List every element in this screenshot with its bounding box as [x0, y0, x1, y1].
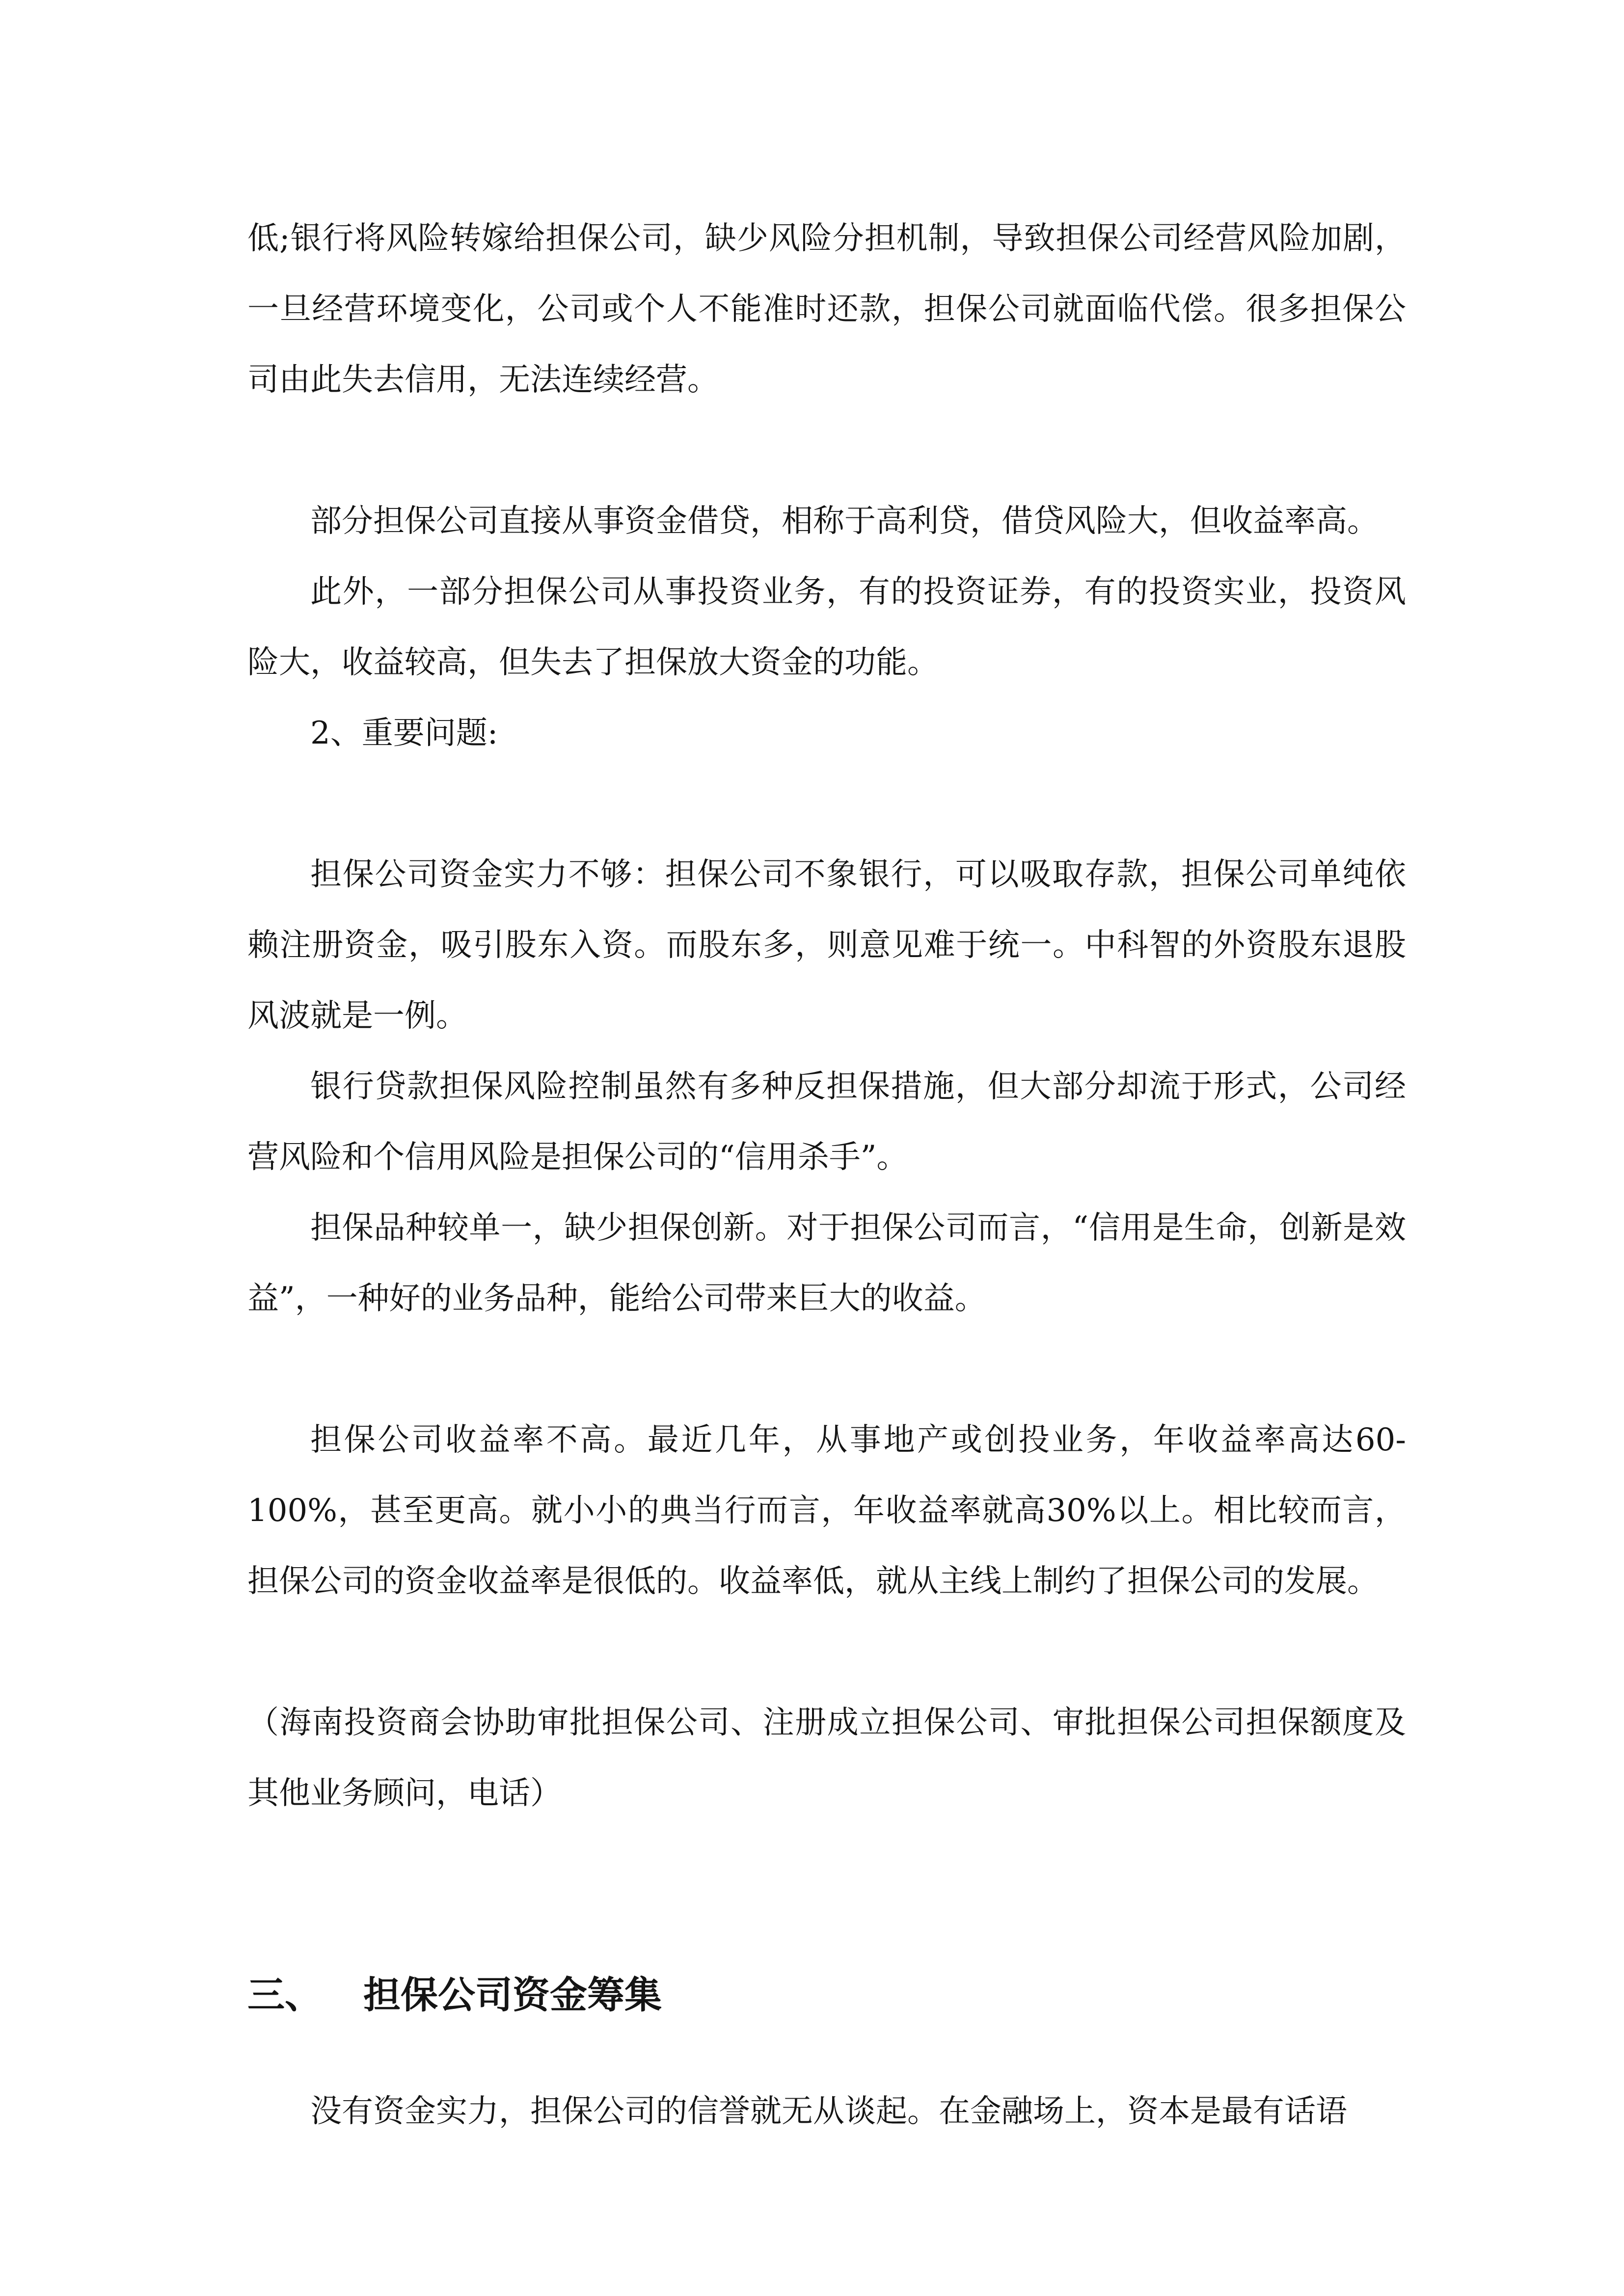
- paragraph-capital-raising-intro: 没有资金实力，担保公司的信誉就无从谈起。在金融场上，资本是最有话语: [310, 2093, 1347, 2130]
- paragraph-low-yield: 担保公司收益率不高。最近几年，从事地产或创投业务，年收益率高达60-100%，甚至更高。就小小的典当行而言，年收益率就高30%以上。相比较而言，担保公司的资金收益率是很低的。收益率低，就从主线上制约了担保公司的发展。: [247, 1422, 1406, 1600]
- paragraph-risk-control: 银行贷款担保风险控制虽然有多种反担保措施，但大部分却流于形式，公司经营风险和个信用风险是担保公司的“信用杀手”。: [247, 1068, 1406, 1175]
- paragraph-important-issues-heading: 2、重要问题:: [310, 715, 498, 751]
- section-number: 三、: [247, 1973, 322, 2017]
- section-heading: [247, 1958, 1406, 2032]
- paragraph-capital-strength: 担保公司资金实力不够：担保公司不象银行，可以吸取存款，担保公司单纯依赖注册资金，吸引股东入资。而股东多，则意见难于统一。中科智的外资股东退股风波就是一例。: [247, 856, 1406, 1034]
- paragraph-risk-transfer: 低;银行将风险转嫁给担保公司，缺少风险分担机制，导致担保公司经营风险加剧，一旦经营环境变化，公司或个人不能准时还款，担保公司就面临代偿。很多担保公司由此失去信用，无法连续经营。: [247, 220, 1406, 398]
- paragraph-contact-note: （海南投资商会协助审批担保公司、注册成立担保公司、审批担保公司担保额度及其他业务顾问，电话）: [247, 1705, 1406, 1812]
- paragraph-investment-business: 此外，一部分担保公司从事投资业务，有的投资证券，有的投资实业，投资风险大，收益较高，但失去了担保放大资金的功能。: [247, 574, 1406, 681]
- paragraph-product-innovation: 担保品种较单一，缺少担保创新。对于担保公司而言，“信用是生命，创新是效益”，一种好的业务品种，能给公司带来巨大的收益。: [247, 1210, 1406, 1317]
- section-title: 担保公司资金筹集: [363, 1973, 662, 2017]
- paragraph-direct-lending: 部分担保公司直接从事资金借贷，相称于高利贷，借贷风险大，但收益率高。: [310, 503, 1379, 539]
